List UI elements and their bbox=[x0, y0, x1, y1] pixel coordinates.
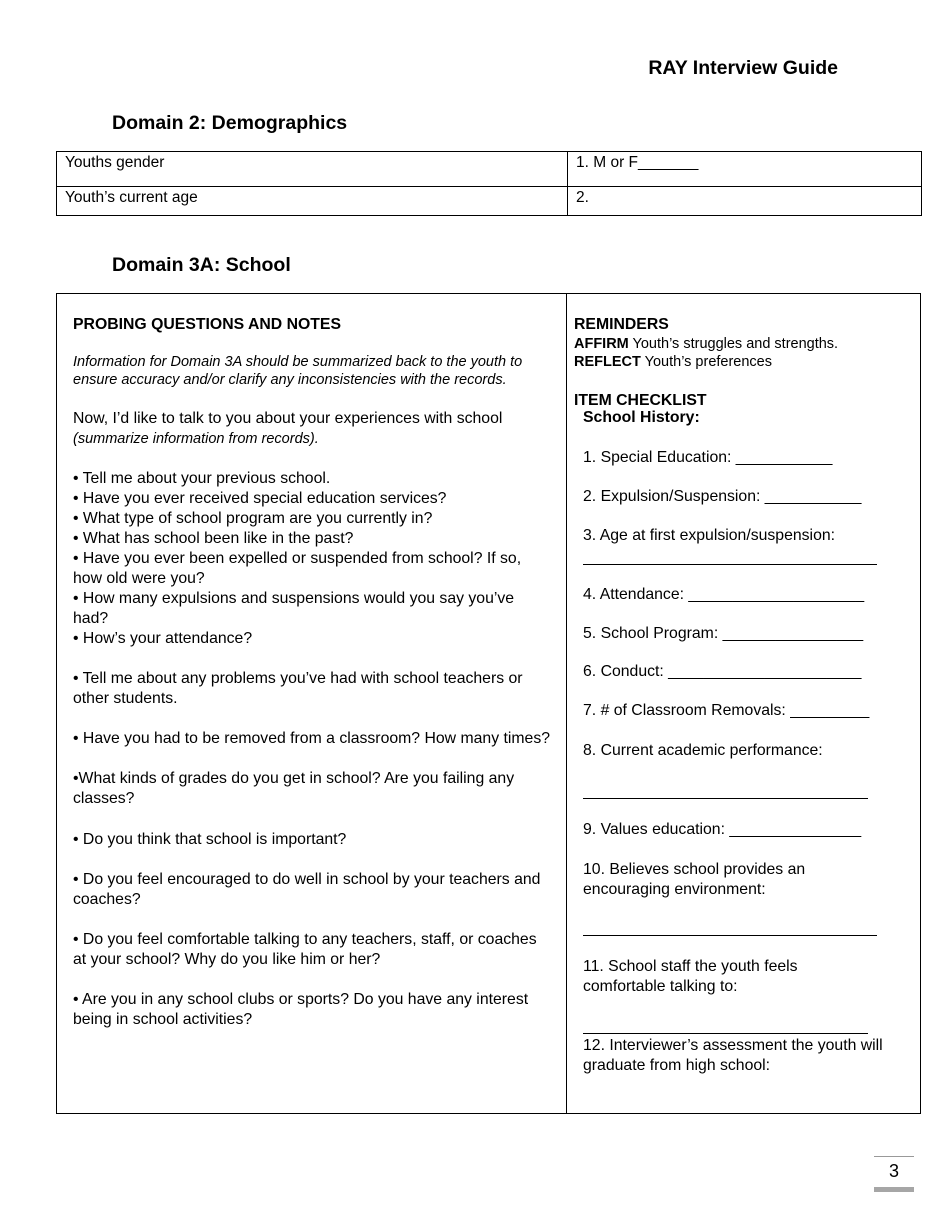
question-important: • Do you think that school is important? bbox=[73, 831, 347, 848]
answer-line bbox=[583, 564, 877, 565]
age-label: Youth’s current age bbox=[57, 187, 568, 216]
reminders-title: REMINDERS bbox=[574, 316, 669, 333]
column-divider bbox=[566, 294, 567, 1113]
reminder-reflect bbox=[574, 353, 914, 371]
question-clubs: • Are you in any school clubs or sports? Do you have any interest being in school activities? bbox=[73, 991, 529, 1028]
checklist-title: ITEM CHECKLIST bbox=[574, 392, 707, 409]
demographics-heading: Domain 2: Demographics bbox=[112, 112, 348, 134]
page-number-bar bbox=[874, 1187, 914, 1192]
checklist-item: 10. Believes school provides an encouraging environment: bbox=[583, 861, 806, 898]
question-item: • Tell me about your previous school. bbox=[73, 470, 331, 487]
intro-text: Now, I’d like to talk to you about your experiences with school bbox=[73, 410, 503, 427]
demographics-table bbox=[56, 151, 922, 216]
reminder-affirm bbox=[574, 335, 914, 353]
question-item: • What type of school program are you currently in? bbox=[73, 510, 433, 527]
checklist-item: 12. Interviewer’s assessment the youth will graduate from high school: bbox=[583, 1037, 883, 1074]
document-title: RAY Interview Guide bbox=[648, 57, 838, 79]
question-item: • Have you ever received special education services? bbox=[73, 490, 447, 507]
question-item: • Have you ever been expelled or suspended from school? If so, how old were you? bbox=[73, 550, 522, 587]
checklist-item: 3. Age at first expulsion/suspension: bbox=[583, 527, 836, 544]
table-row bbox=[57, 187, 922, 216]
question-grades: •What kinds of grades do you get in school? Are you failing any classes? bbox=[73, 770, 515, 807]
answer-line bbox=[583, 798, 868, 799]
table-row bbox=[57, 152, 922, 187]
reminders-column bbox=[574, 315, 914, 411]
question-item: • How’s your attendance? bbox=[73, 630, 253, 647]
question-group bbox=[73, 469, 551, 649]
checklist-subtitle: School History: bbox=[583, 409, 700, 426]
school-heading: Domain 3A: School bbox=[112, 254, 291, 276]
age-value: 2. bbox=[568, 187, 922, 216]
checklist-item: 5. School Program: ________________ bbox=[583, 625, 864, 642]
question-item: • What has school been like in the past? bbox=[73, 530, 354, 547]
school-table bbox=[56, 293, 921, 1114]
question-comfortable: • Do you feel comfortable talking to any teachers, staff, or coaches at your school? Why do you like him or her? bbox=[73, 931, 537, 968]
checklist-item: 1. Special Education: ___________ bbox=[583, 449, 833, 466]
checklist-item: 9. Values education: _______________ bbox=[583, 821, 862, 838]
reflect-text: Youth’s preferences bbox=[640, 354, 772, 370]
checklist-item: 6. Conduct: ______________________ bbox=[583, 663, 862, 680]
checklist-item: 11. School staff the youth feels comfortable talking to: bbox=[583, 958, 798, 995]
question-removed: • Have you had to be removed from a classroom? How many times? bbox=[73, 730, 551, 747]
probing-questions-column bbox=[73, 315, 551, 1030]
affirm-bold: AFFIRM bbox=[574, 336, 629, 352]
intro-italic: (summarize information from records). bbox=[73, 431, 319, 447]
question-encouraged: • Do you feel encouraged to do well in school by your teachers and coaches? bbox=[73, 871, 541, 908]
checklist-item: 2. Expulsion/Suspension: ___________ bbox=[583, 488, 862, 505]
answer-line bbox=[583, 1033, 868, 1034]
question-item: • How many expulsions and suspensions would you say you’ve had? bbox=[73, 590, 515, 627]
probing-intro bbox=[73, 409, 551, 449]
checklist-item: 8. Current academic performance: bbox=[583, 742, 823, 759]
answer-line bbox=[583, 1113, 877, 1114]
page-number: 3 bbox=[874, 1156, 914, 1182]
reflect-bold: REFLECT bbox=[574, 354, 641, 370]
gender-label: Youths gender bbox=[57, 152, 568, 187]
checklist-item: 4. Attendance: ____________________ bbox=[583, 586, 865, 603]
question-problems: • Tell me about any problems you’ve had with school teachers or other students. bbox=[73, 670, 523, 707]
answer-line bbox=[583, 935, 877, 936]
checklist-item: 7. # of Classroom Removals: _________ bbox=[583, 702, 870, 719]
affirm-text: Youth’s struggles and strengths. bbox=[628, 336, 839, 352]
gender-value: 1. M or F_______ bbox=[568, 152, 922, 187]
probing-title: PROBING QUESTIONS AND NOTES bbox=[73, 316, 341, 333]
probing-note: Information for Domain 3A should be summarized back to the youth to ensure accuracy and/or clarify any inconsistencies with the records. bbox=[73, 354, 523, 388]
